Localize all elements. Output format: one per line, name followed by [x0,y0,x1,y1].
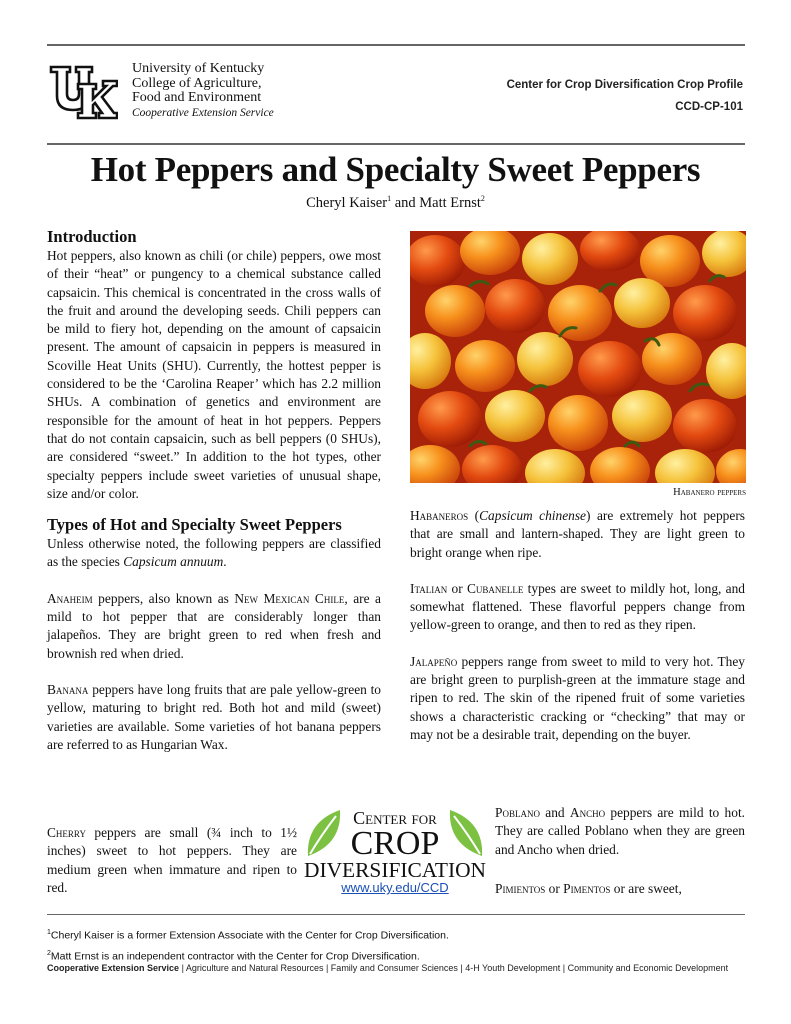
poblano-and: and [539,805,570,820]
right-column [410,507,745,744]
ccd-line3: DIVERSIFICATION [304,858,486,880]
ccd-leaf-icons [302,804,488,880]
italian-or: or [447,580,467,596]
footnote-2-sup: 2 [47,949,51,957]
cherry-text: peppers are small (¾ inch to 1½ inches) sweet to hot peppers. They are medium green when immature and ripen to red. [47,825,297,895]
ccd-line2: CROP [350,825,440,862]
italian-alt: Cubanelle [466,580,524,596]
org-service: Cooperative Extension Service [132,106,274,119]
org-block [132,62,274,120]
intro-heading: Introduction [47,227,137,246]
footnotes [47,924,449,965]
anaheim-text: , are a mild to hot pepper that are considerably longer than jalapeños. They are bright green to red when fresh and brownish red when dried. [47,590,382,661]
author-2-sup: 2 [480,194,485,203]
poblano-name: Poblano [495,805,540,820]
bottom-bar-programs: | Agriculture and Natural Resources | Family and Consumer Sciences | 4-H Youth Development | Community and Economic Development [179,963,729,973]
profile-code: CCD-CP-101 [675,101,743,113]
types-species: Capsicum annuum [123,554,224,570]
italian-text: types are sweet to mildly hot, long, and somewhat flattened. These flavorful peppers change from yellow-green to orange, and then to red as they ripen. [410,580,745,633]
pimiento-or: or [545,881,564,896]
footnote-rule [47,914,745,915]
habanero-peppers-image [410,231,746,483]
intro-text: Hot peppers, also known as chili (or chile) peppers, owe most of their “heat” or pungency to a chemical substance called capsaicin. This chemical is concentrated in the cross walls of the fruit and around the developing seeds. Chili peppers can be mild to fiery hot, depending on the amount of capsaicin present. The amount of capsaicin in peppers is measured in Scoville Heat Units (SHU). Currently, the hottest pepper is considered to be the ‘Carolina Reaper’ which has 2.2 million SHUs. A combination of genetics and environment are responsible for the amount of heat in hot peppers. Peppers that do not contain capsaicin, such as bell peppers (0 SHUs), are considered “sweet.” In addition to the hot types, other specialty peppers include sweet varieties of unusual shape, size and/or color. [47,248,381,501]
profile-header [507,74,743,118]
footnote-1-sup: 1 [47,929,51,936]
jalapeno-name: Jalapeño [410,653,458,669]
authors [0,194,791,212]
profile-series: Center for Crop Diversification Crop Profile [506,79,743,91]
pimiento-alt: Pimentos [563,881,611,896]
left-column [47,227,381,754]
photo-caption: Habanero peppers [673,487,746,498]
org-line-1: University of Kentucky [132,61,265,76]
anaheim-paragraph [47,590,381,663]
habanero-name: Habaneros [410,508,469,523]
anaheim-name: Anaheim [47,590,93,606]
anaheim-alt: New Mexican Chile [234,590,345,606]
author-2: and Matt Ernst [391,194,481,211]
poblano-paragraph [495,804,745,859]
uk-logo-icon [48,64,118,120]
types-lead-end: . [223,554,227,570]
habanero-text: ) are extremely hot peppers that are small and lantern-shaped. They are light green to bright orange when ripe. [410,508,745,560]
habanero-paragraph [410,507,745,562]
habanero-open: ( [468,508,480,523]
types-lead-text: Unless otherwise noted, the following peppers are classified as the species [47,536,381,570]
types-lead [47,535,381,572]
pimiento-paragraph [495,880,745,898]
cherry-paragraph [47,824,297,897]
pimiento-name: Pimientos [495,881,546,896]
poblano-alt: Ancho [569,805,606,820]
author-1-sup: 1 [387,194,392,203]
footnote-1-text: Cheryl Kaiser is a former Extension Associate with the Center for Crop Diversification. [50,929,449,942]
banana-name: Banana [47,681,89,697]
jalapeno-text: peppers range from sweet to mild to very hot. They are bright green to purplish-green at the immature stage and ripen to red. The skin of the ripened fruit of some varieties shows a characteristic cracking or “checking” that may or may not be a desirable trait, depending on the buyer. [410,653,745,742]
banana-text: peppers have long fruits that are pale yellow-green to yellow, maturing to bright red. Both hot and mild (sweet) varieties are available. Some varieties of hot banana peppers are referred to as Hungarian Wax. [47,681,381,752]
author-1: Cheryl Kaiser [306,194,388,211]
italian-name: Italian [410,580,448,596]
anaheim-mid: peppers, also known as [92,590,235,606]
top-rule [47,44,745,46]
header-rule [47,143,745,145]
jalapeno-paragraph [410,653,745,744]
page-title: Hot Peppers and Specialty Sweet Peppers [90,150,701,189]
footnote-2-text: Matt Ernst is an independent contractor with the Center for Crop Diversification. [50,950,420,962]
italian-paragraph [410,580,745,635]
ccd-url-link[interactable]: www.uky.edu/CCD [341,880,449,895]
habanero-photo [410,231,746,483]
bottom-bar [47,963,745,973]
org-line-2: College of Agriculture, [132,75,262,91]
footnote-1 [47,924,449,945]
footnote-2 [47,945,449,966]
cherry-name: Cherry [47,825,86,840]
poblano-text: peppers are mild to hot. They are called Poblano when they are green and Ancho when dried. [495,805,746,857]
ccd-line1: Center for [353,808,437,828]
banana-paragraph [47,681,381,754]
org-line-3: Food and Environment [132,90,262,105]
habanero-species: Capsicum chinense [479,508,587,523]
bottom-bar-lead: Cooperative Extension Service [47,963,180,973]
pimiento-text: or are sweet, [610,881,682,896]
types-heading: Types of Hot and Specialty Sweet Peppers [47,515,342,535]
